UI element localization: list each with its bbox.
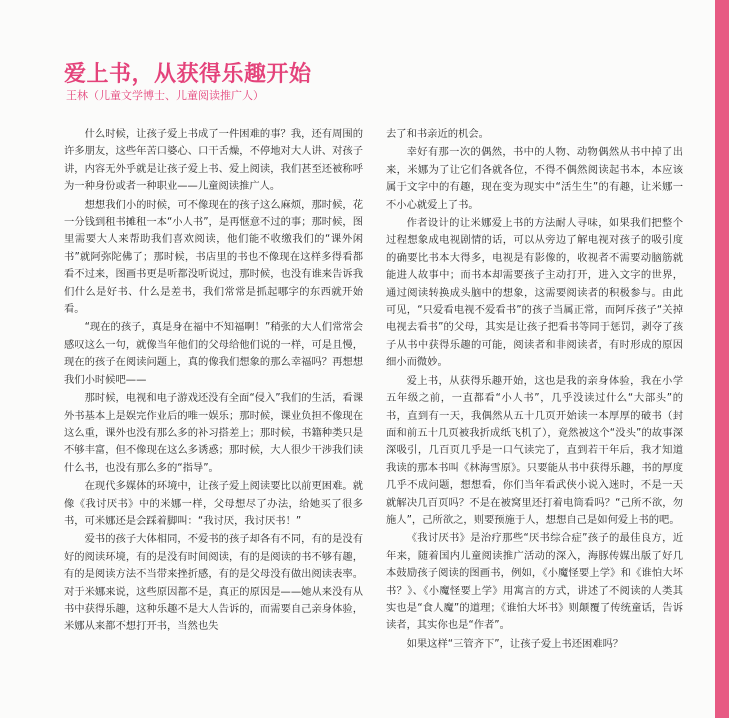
paragraph: 如果这样“三管齐下”，让孩子爱上书还困难吗？ xyxy=(406,637,624,650)
paragraph: 那时候，电视和电子游戏还没有全面“侵入”我们的生活，看课外书基本上是娱完作业后的唯一娱乐；那时候，课业负担不像现在这么重，课外也没有那么多的补习搭差上；那时候，书籍种类只是不够丰富，但不像现在这么多诱惑；那时候，大人很少干涉我们读什么书，也没有那么多的“指导”。 xyxy=(64,392,363,474)
paragraph: 什么时候，让孩子爱上书成了一件困难的事？我，还有周围的许多朋友，这些年苦口婆心、口干舌燥，不停地对大人讲、对孩子讲，内容无外乎就是让孩子爱上书、爱上阅读，我们甚至还被称呼为一种身份或者一种职业——儿童阅读推广人。 xyxy=(64,128,363,193)
right-text-column xyxy=(386,126,683,653)
page-edge-decoration xyxy=(715,0,729,718)
paragraph: 想想我们小的时候，可不像现在的孩子这么麻烦，那时候，花一分钱到租书摊租一本“小人书”，是再惬意不过的事；那时候，图里需要大人来帮助我们喜欢阅读，他们能不收缴我们的“课外闲书”就阿弥陀佛了；那时候，书店里的书也不像现在这样多得看都看不过来，图画书更是听都没听说过，那时候，也没有谁来告诉我们什么是好书、什么是差书，我们常常是抓起哪字的东西就开始看。 xyxy=(64,198,363,316)
paragraph: 幸好有那一次的偶然，书中的人物、动物偶然从书中掉了出来，米娜为了让它们各就各位，不得不偶然阅读起书本，本应该属于文字中的有趣，现在变为现实中“活生生”的有趣，让米娜一不小心就爱上了书。 xyxy=(386,146,683,211)
paragraph: 爱书的孩子大体相同，不爱书的孩子却各有不同，有的是没有好的阅读环境，有的是没有时间阅读，有的是阅读的书不够有趣，有的是阅读方法不当带来挫折感，有的是父母没有做出阅读表率。对于米娜来说，这些原因都不是，真正的原因是——她从来没有从书中获得乐趣，这种乐趣不是大人告诉的，而需要自己亲身体验，米娜从来都不想打开书，当然也失 xyxy=(64,533,363,633)
paragraph: 《我讨厌书》是治疗那些“厌书综合症”孩子的最佳良方，近年来，随着国内儿童阅读推广活动的深入，海豚传媒出版了好几本鼓励孩子阅读的图画书，例如，《小魔怪要上学》和《谁怕大坏书？》、《小魔怪要上学》用寓言的方式，讲述了不阅读的人类其实也是“食人魔”的道理；《谁怕大坏书》则颠覆了传统童话，告诉读者，其实你也是“作者”。 xyxy=(386,532,683,632)
left-text-column xyxy=(64,126,363,636)
paragraph: 爱上书，从获得乐趣开始，这也是我的亲身体验，我在小学五年级之前，一直都看“小人书”，几乎没读过什么“大部头”的书，直到有一天，我偶然从五十几页开始读一本厚厚的破书（封面和前五十几页被我折成纸飞机了），竟然被这个“没头”的故事深深吸引，几百页几乎是一口气读完了，直到若干年后，我才知道我读的那本书叫《林海雪原》。只要能从书中获得乐趣，书的厚度几乎不成问题，想想看，你们当年看武侠小说入迷时，不是一天就解决几百页吗？不是在被窝里还打着电筒看吗？“己所不欲，勿施人”，己所欲之，则要预施于人，想想自己是如何爱上书的吧。 xyxy=(386,374,683,526)
paragraph: 在现代多媒体的环境中，让孩子爱上阅读要比以前更困难。就像《我讨厌书》中的米娜一样，父母想尽了办法，给她买了很多书，可米娜还是会踩着脚叫：“我讨厌，我讨厌书！” xyxy=(64,480,363,527)
paragraph: “现在的孩子，真是身在福中不知福啊！”稍张的大人们常常会感叹这么一句，就像当年他们的父母给他们说的一样，可是且慢，现在的孩子在阅读问题上，真的像我们想象的那么幸福吗？再想想我们小时候吧—— xyxy=(64,321,363,386)
paragraph-continuation: 去了和书亲近的机会。 xyxy=(386,128,489,140)
paragraph: 作者设计的让米娜爱上书的方法耐人寻味，如果我们把整个过程想象成电视剧情的话，可以从旁边了解电视对孩子的吸引度的确要比书本大得多，电视是有影像的，收视者不需要动脑筋就能进人故事中；而书本却需要孩子主动打开，进入文字的世界，通过阅读转换成头脑中的想象，这需要阅读者的积极参与。由此可见，“只爱看电视不爱看书”的孩子当属正常，而阿斥孩子“关掉电视去看书”的父母，其实是让孩子把看书等同于惩罚，剥夺了孩子从书中获得乐趣的可能，阅读者和非阅读者，有时形成的原因细小而微妙。 xyxy=(386,217,683,369)
article-author: 王林（儿童文学博士、儿童阅读推广人） xyxy=(66,89,264,102)
article-title: 爱上书，从获得乐趣开始 xyxy=(64,62,312,87)
